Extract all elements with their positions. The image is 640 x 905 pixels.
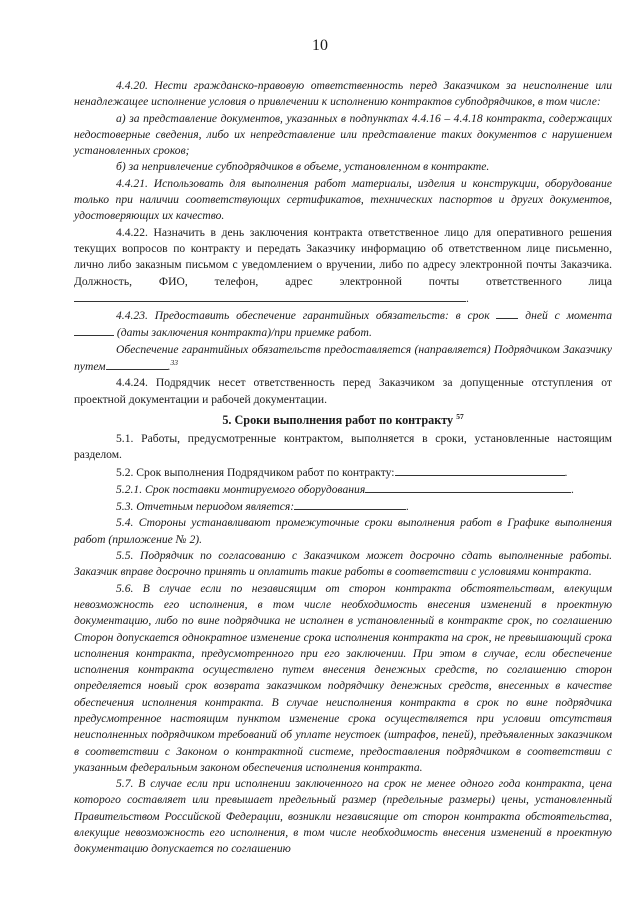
clause-4-4-20: 4.4.20. Нести гражданско-правовую ответственность перед Заказчиком за неисполнение или ненадлежащее исполнение условия о привлечении к исполнению контрактов субподрядчиков, в том числе: bbox=[74, 79, 612, 109]
clause-5-5: 5.5. Подрядчик по согласованию с Заказчиком может досрочно сдать выполненные работы. Заказчик вправе досрочно принять и оплатить такие работы в соответствии с условиями контракта. bbox=[74, 549, 612, 579]
clause-5-2 bbox=[74, 464, 612, 481]
footnote-ref-57: 57 bbox=[456, 411, 464, 421]
page-number: 10 bbox=[312, 37, 328, 54]
clause-5-2-end: . bbox=[564, 465, 568, 479]
clause-4-4-20-b: б) за непривлечение субподрядчиков в объеме, установленном в контракте. bbox=[116, 160, 490, 174]
equipment-term-blank[interactable] bbox=[365, 481, 571, 493]
clause-5-1: 5.1. Работы, предусмотренные контрактом, выполняется в сроки, установленные настоящим разделом. bbox=[74, 431, 612, 462]
document-body bbox=[74, 78, 612, 858]
clause-5-2-1-end: . bbox=[571, 482, 575, 496]
clause-4-4-23 bbox=[74, 307, 612, 342]
section-5-title: 5. Сроки выполнения работ по контракту bbox=[222, 412, 454, 427]
guarantee-days-blank[interactable] bbox=[496, 307, 518, 319]
clause-4-4-21: 4.4.21. Использовать для выполнения работ материалы, изделия и конструкции, оборудование только при наличии соответствующих сертификатов, технических паспортов и других документов, удостоверяющих их качество. bbox=[74, 176, 612, 223]
clause-4-4-20-a: а) за представление документов, указанных в подпунктах 4.4.16 – 4.4.18 контракта, содержащих недостоверные сведения, либо их непредставление или представление таких документов с нарушением установленных сроков; bbox=[74, 111, 612, 158]
clause-5-4: 5.4. Стороны устанавливают промежуточные сроки выполнения работ в Графике выполнения работ (приложение № 2). bbox=[74, 516, 612, 546]
guarantee-method-blank[interactable] bbox=[106, 358, 168, 370]
clause-5-2-1 bbox=[74, 481, 612, 498]
clause-5-3-text: 5.3. Отчетным периодом является: bbox=[116, 500, 295, 514]
clause-4-4-23-sub-text: Обеспечение гарантийных обязательств предоставляется (направляется) Подрядчиком Заказчику путем bbox=[74, 342, 612, 374]
clause-4-4-24: 4.4.24. Подрядчик несет ответственность перед Заказчиком за допущенные отступления от проектной документации и рабочей документации. bbox=[74, 376, 612, 406]
clause-5-2-text: 5.2. Срок выполнения Подрядчиком работ по контракту: bbox=[116, 465, 395, 479]
clause-5-6: 5.6. В случае если по независящим от сторон контракта обстоятельствам, влекущим невозможность его исполнения, в том числе необходимость внесения изменений в проектную документацию, либо по вине подрядчика не исполнен в установленный в контракте срок, по соглашению Сторон допускается однократное изменение срока исполнения контракта на срок, не превышающий срока исполнения контракта, предусмотренного при его заключении. При этом в случае, если обеспечение исполнения контракта осуществлено путем внесения денежных средств, по соглашению сторон определяется новый срок возврата заказчиком подрядчику денежных средств, внесенных в качестве обеспечения исполнения контракта. В случае неисполнения контракта в срок по вине подрядчика предусмотренное настоящим пунктом изменение срока осуществляется при условии отсутствия неисполненных подрядчиком требований об уплате неустоек (штрафов, пеней), предъявленных заказчиком в соответствии с Законом о контрактной системе, предоставления подрядчиком в соответствии с указанным федеральным законом обеспечения исполнения контракта. bbox=[74, 581, 612, 774]
clause-4-4-23-sub-end: . bbox=[167, 360, 171, 374]
clause-5-3-end: . bbox=[406, 500, 410, 514]
clause-4-4-23-sub bbox=[74, 342, 612, 376]
clause-4-4-23-part1: 4.4.23. Предоставить обеспечение гарантийных обязательств: в срок bbox=[116, 309, 490, 323]
guarantee-moment-blank[interactable] bbox=[74, 324, 114, 336]
responsible-person-blank[interactable] bbox=[74, 290, 466, 302]
section-5-heading bbox=[74, 412, 612, 429]
reporting-period-blank[interactable] bbox=[294, 498, 406, 510]
clause-4-4-23-part3: (даты заключения контракта)/при приемке работ. bbox=[116, 326, 372, 340]
clause-4-4-22-text: 4.4.22. Назначить в день заключения контракта ответственное лицо для оперативного решения текущих вопросов по контракту и передать Заказчику информацию об ответственном лице письменно, лично либо заказным письмом с уведомлением о вручении, либо по адресу электронной почты Заказчика. Должность, ФИО, телефон, адрес электронной почты ответственного лица bbox=[74, 225, 612, 288]
work-term-blank[interactable] bbox=[395, 464, 565, 476]
clause-4-4-22 bbox=[74, 225, 612, 307]
clause-5-3 bbox=[74, 498, 612, 515]
footnote-ref-33: 33 bbox=[170, 358, 178, 368]
clause-5-7: 5.7. В случае если при исполнении заключенного на срок не менее одного года контракта, цена которого составляет или превышает предельный размер (предельные размеры) цены, установленный Правительством Российской Федерации, возникли независящие от сторон контракта обстоятельства, влекущие невозможность его исполнения, в том числе необходимость внесения изменений в проектную документацию допускается по соглашению bbox=[74, 777, 612, 856]
clause-4-4-22-end: . bbox=[466, 291, 469, 305]
clause-4-4-23-part2: дней с момента bbox=[525, 309, 612, 323]
clause-5-2-1-text: 5.2.1. Срок поставки монтируемого оборудования bbox=[116, 482, 366, 496]
